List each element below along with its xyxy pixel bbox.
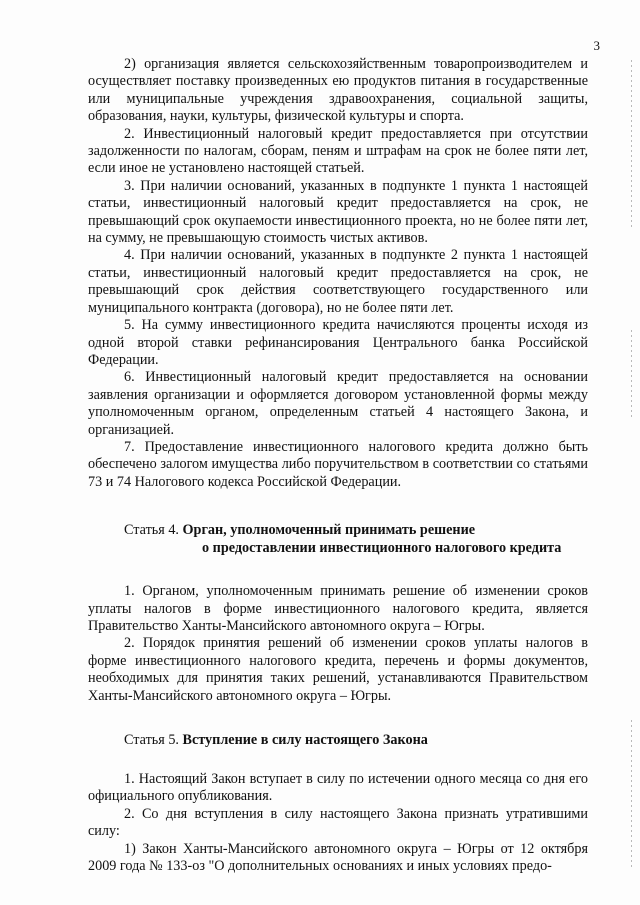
document-body [88,56,588,875]
article-5-heading [88,731,588,749]
article-4-label: Статья 4. [124,522,179,539]
scan-edge-artifact [631,720,632,870]
paragraph: 2. Инвестиционный налоговый кредит предоставляется при отсутствии задолженности по налогам, сборам, пеням и штрафам на срок не более пяти лет, если иное не установлено настоящей статьей. [88,125,588,177]
article-5-title: Вступление в силу настоящего Закона [182,732,428,748]
article-4-title-line2: о предоставлении инвестиционного налогового кредита [202,540,562,557]
paragraph: 3. При наличии оснований, указанных в подпункте 1 пункта 1 настоящей статьи, инвестиционный налоговый кредит предоставляется на срок, не превышающий срок окупаемости инвестиционного проекта, но не более пяти лет, на сумму, не превышающую стоимость чистых активов. [88,177,588,247]
paragraph: 1. Органом, уполномоченным принимать решение об изменении сроков уплаты налогов в форме инвестиционного налогового кредита, является Правительство Ханты-Мансийского автономного округа – Югры. [88,583,588,634]
paragraph: 1. Настоящий Закон вступает в силу по истечении одного месяца со дня его официального опубликования. [88,771,588,805]
scan-edge-artifact [631,60,632,230]
scan-edge-artifact [631,330,632,420]
article-5-label: Статья 5. [124,732,179,748]
paragraph: 6. Инвестиционный налоговый кредит предоставляется на основании заявления организации и оформляется договором установленной формы между уполномоченным органом, определенным статьей 4 настоящего Закона, и организацией. [88,369,588,438]
article-4-title-line1: Орган, уполномоченный принимать решение [182,522,476,539]
paragraph: 2. Порядок принятия решений об изменении сроков уплаты налогов в форме инвестиционного налогового кредита, перечень и формы документов, необходимых для принятия таких решений, устанавливаются Правительством Ханты-Мансийского автономного округа – Югры. [88,635,588,704]
article-4-heading [88,521,588,557]
paragraph: 2) организация является сельскохозяйственным товаропроизводителем и осуществляет поставку произведенных ею продуктов питания в государственные или муниципальные учреждения здравоохранения, социальной защиты, образования, науки, культуры, физической культуры и спорта. [88,56,588,125]
paragraph: 2. Со дня вступления в силу настоящего Закона признать утратившими силу: [88,805,588,840]
page-number: 3 [593,38,600,53]
paragraph: 4. При наличии оснований, указанных в подпункте 2 пункта 1 настоящей статьи, инвестиционный налоговый кредит предоставляется на срок, не превышающий срок действия соответствующего государственного или муниципального контракта (договора), но не более пяти лет. [88,247,588,316]
paragraph: 7. Предоставление инвестиционного налогового кредита должно быть обеспечено залогом имущества либо поручительством в соответствии со статьями 73 и 74 Налогового кодекса Российской Федерации. [88,438,588,490]
paragraph: 1) Закон Ханты-Мансийского автономного округа – Югры от 12 октября 2009 года № 133-оз "О дополнительных основаниях и иных условиях предо- [88,840,588,875]
paragraph: 5. На сумму инвестиционного кредита начисляются проценты исходя из одной второй ставки рефинансирования Центрального банка Российской Федерации. [88,317,588,368]
